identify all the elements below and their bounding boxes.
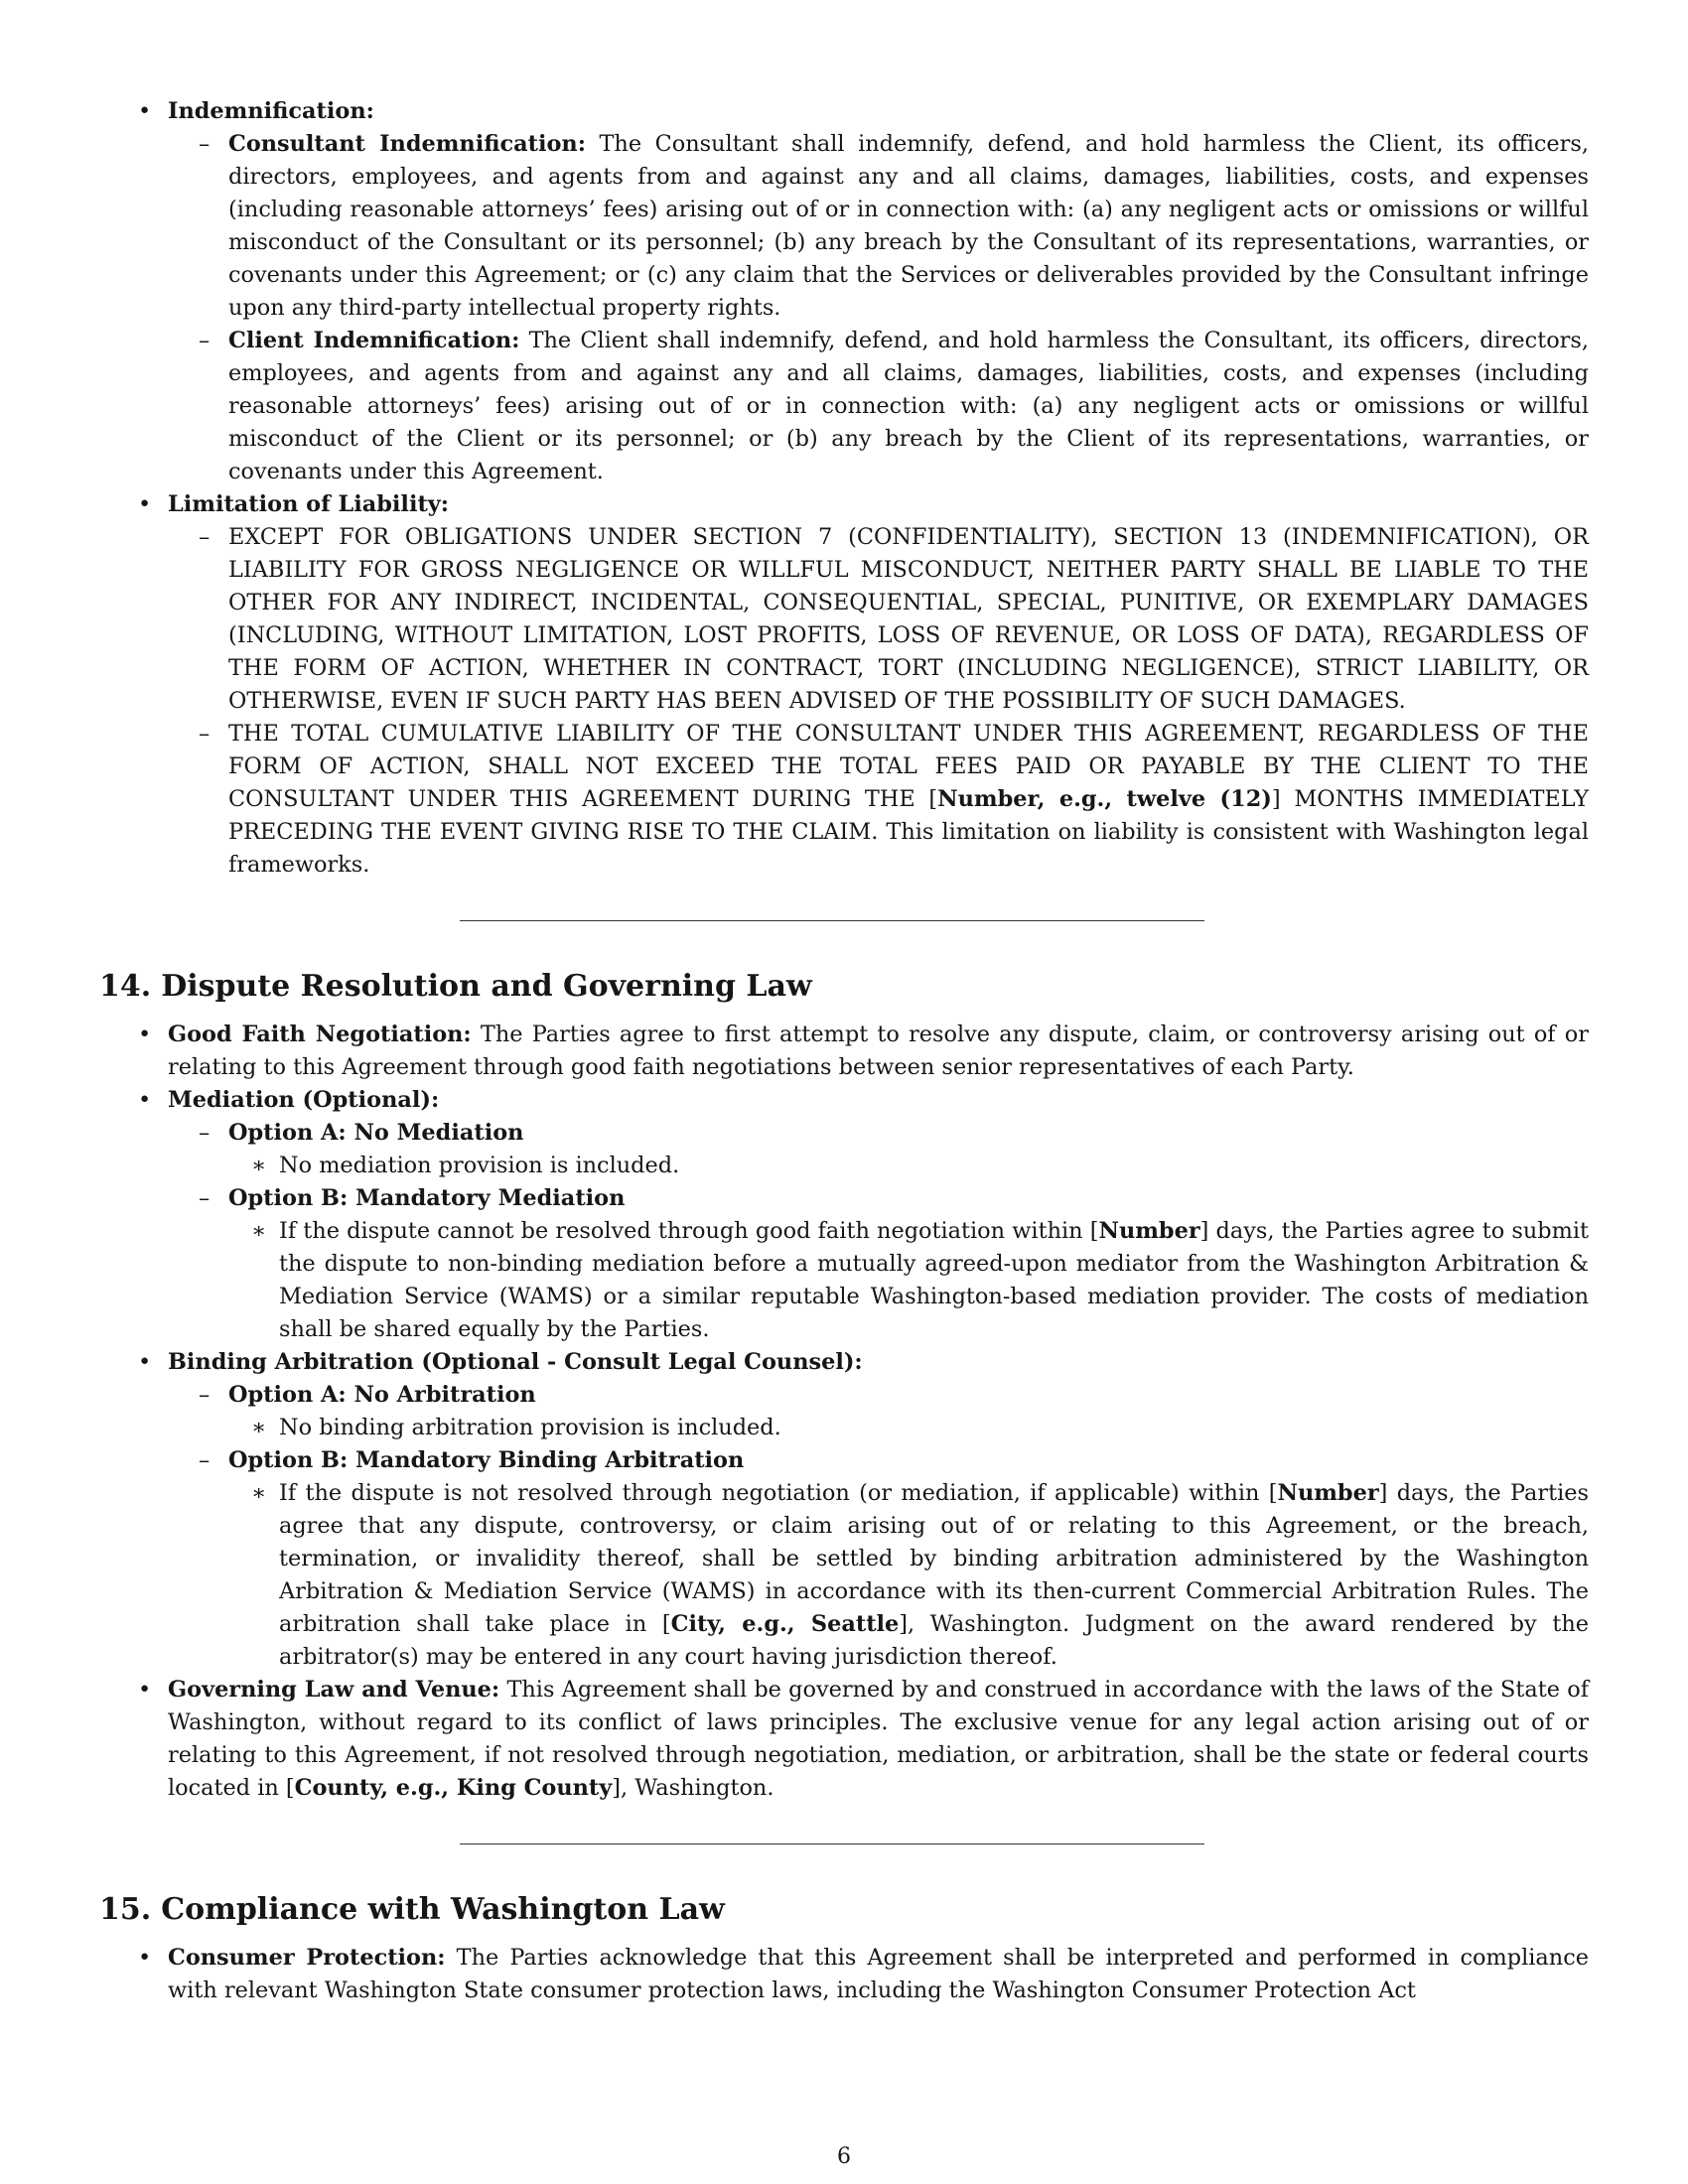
placeholder-term: Number xyxy=(1098,1218,1200,1244)
section-number: 15. xyxy=(99,1892,152,1927)
item-label: Governing Law and Venue: xyxy=(168,1677,500,1703)
list-item-mediation xyxy=(138,1084,1589,1117)
section-divider xyxy=(460,1843,1204,1844)
section-number: 14. xyxy=(99,969,152,1004)
placeholder-term: Number xyxy=(1277,1480,1379,1506)
list-item-indemnification xyxy=(138,95,1589,128)
item-label: Consultant Indemnification: xyxy=(228,131,586,157)
item-text: No binding arbitration provision is included. xyxy=(279,1415,781,1440)
star-marker: ∗ xyxy=(251,1218,267,1244)
star-marker: ∗ xyxy=(251,1480,267,1506)
item-label: Mediation (Optional): xyxy=(168,1087,440,1113)
list-item-mediation-option-a-text xyxy=(251,1150,1589,1182)
bullet-marker: • xyxy=(138,1349,152,1375)
bullet-marker: • xyxy=(138,1945,152,1971)
dash-marker: – xyxy=(199,131,211,157)
item-label: Option B: Mandatory Binding Arbitration xyxy=(228,1447,745,1473)
bullet-marker: • xyxy=(138,98,152,124)
list-item-limitation-cap xyxy=(199,718,1589,882)
list-item-mediation-option-a xyxy=(199,1117,1589,1150)
bullet-marker: • xyxy=(138,1087,152,1113)
star-marker: ∗ xyxy=(251,1415,267,1440)
item-text: The Consultant shall indemnify, defend, and hold harmless the Client, its officers, directors, employees, and agents from and against any and all claims, damages, liabilities, costs, and expenses (including reasonable attorneys’ fees) arising out of or in connection with: (a) any negligent acts or omissions or willful misconduct of the Consultant or its personnel; (b) any breach by the Consultant of its representations, warranties, or covenants under this Agreement; or (c) any claim that the Services or deliverables provided by the Consultant infringe upon any third-party intellectual property rights. xyxy=(228,131,1589,321)
item-label: Good Faith Negotiation: xyxy=(168,1022,472,1047)
section-heading-14 xyxy=(99,967,1589,1007)
star-marker: ∗ xyxy=(251,1153,267,1178)
list-item-arbitration-option-a-text xyxy=(251,1412,1589,1444)
item-label: Client Indemnification: xyxy=(228,328,520,353)
item-label: Option A: No Mediation xyxy=(228,1120,524,1146)
placeholder-term: City, e.g., Seattle xyxy=(670,1611,900,1637)
item-text: ], Washington. xyxy=(612,1775,774,1801)
list-item-governing-law xyxy=(138,1674,1589,1805)
placeholder-term: County, e.g., King County xyxy=(294,1775,613,1801)
list-item-arbitration-option-b xyxy=(199,1444,1589,1477)
dash-marker: – xyxy=(199,1185,211,1211)
dash-marker: – xyxy=(199,1447,211,1473)
dash-marker: – xyxy=(199,328,211,353)
list-item-arbitration-option-a xyxy=(199,1379,1589,1412)
item-text: THE TOTAL CUMULATIVE LIABILITY OF THE CONSULTANT UNDER THIS AGREEMENT, REGARDLESS OF THE FORM OF ACTION, SHALL NOT EXCEED THE TOTAL FEES PAID OR PAYABLE BY THE CLIENT TO THE CONSULTANT UNDER THIS AGREEMENT DURING THE [ xyxy=(228,721,1589,812)
list-item-binding-arbitration xyxy=(138,1346,1589,1379)
item-label: Indemnification: xyxy=(168,98,374,124)
item-text: ] days, the Parties agree to submit the dispute to non-binding mediation before a mutually agreed-upon mediator from the Washington Arbitration & Mediation Service (WAMS) or a similar reputable Washington-based mediation provider. The costs of mediation shall be shared equally by the Parties. xyxy=(279,1218,1589,1342)
item-text: ], Washington. Judgment on the award rendered by the arbitrator(s) may be entered in any court having jurisdiction thereof. xyxy=(279,1611,1589,1670)
dash-marker: – xyxy=(199,721,211,747)
list-item-arbitration-option-b-text xyxy=(251,1477,1589,1674)
list-item-mediation-option-b-text xyxy=(251,1215,1589,1346)
item-text: EXCEPT FOR OBLIGATIONS UNDER SECTION 7 (CONFIDENTIALITY), SECTION 13 (INDEMNIFICATION), OR LIABILITY FOR GROSS NEGLIGENCE OR WILLFUL MISCONDUCT, NEITHER PARTY SHALL BE LIABLE TO THE OTHER FOR ANY INDIRECT, INCIDENTAL, CONSEQUENTIAL, SPECIAL, PUNITIVE, OR EXEMPLARY DAMAGES (INCLUDING, WITHOUT LIMITATION, LOST PROFITS, LOSS OF REVENUE, OR LOSS OF DATA), REGARDLESS OF THE FORM OF ACTION, WHETHER IN CONTRACT, TORT (INCLUDING NEGLIGENCE), STRICT LIABILITY, OR OTHERWISE, EVEN IF SUCH PARTY HAS BEEN ADVISED OF THE POSSIBILITY OF SUCH DAMAGES. xyxy=(228,524,1589,714)
item-text: ] MONTHS IMMEDIATELY PRECEDING THE EVENT GIVING RISE TO THE CLAIM. This limitation on liability is consistent with Washington legal frameworks. xyxy=(228,786,1589,878)
list-item-limitation-of-liability xyxy=(138,488,1589,521)
section-title: Compliance with Washington Law xyxy=(161,1892,725,1927)
item-text: The Client shall indemnify, defend, and hold harmless the Consultant, its officers, directors, employees, and agents from and against any and all claims, damages, liabilities, costs, and expenses (including reasonable attorneys’ fees) arising out of or in connection with: (a) any negligent acts or omissions or willful misconduct of the Client or its personnel; or (b) any breach by the Client of its representations, warranties, or covenants under this Agreement. xyxy=(228,328,1589,484)
item-label: Option B: Mandatory Mediation xyxy=(228,1185,626,1211)
item-label: Consumer Protection: xyxy=(168,1945,446,1971)
bullet-marker: • xyxy=(138,1677,152,1703)
list-item-consultant-indemnification xyxy=(199,128,1589,325)
bullet-marker: • xyxy=(138,491,152,517)
section-title: Dispute Resolution and Governing Law xyxy=(161,969,812,1004)
section-heading-15 xyxy=(99,1890,1589,1930)
bullet-marker: • xyxy=(138,1022,152,1047)
page-number: 6 xyxy=(837,2144,851,2169)
item-text: If the dispute cannot be resolved through good faith negotiation within [ xyxy=(279,1218,1099,1244)
item-label: Option A: No Arbitration xyxy=(228,1382,536,1408)
dash-marker: – xyxy=(199,524,211,550)
dash-marker: – xyxy=(199,1120,211,1146)
placeholder-term: Number, e.g., twelve (12) xyxy=(937,786,1272,812)
list-item-mediation-option-b xyxy=(199,1182,1589,1215)
item-label: Binding Arbitration (Optional - Consult Legal Counsel): xyxy=(168,1349,863,1375)
item-text: This Agreement shall be governed by and construed in accordance with the laws of the State of Washington, without regard to its conflict of laws principles. The exclusive venue for any legal action arising out of or relating to this Agreement, if not resolved through negotiation, mediation, or arbitration, shall be the state or federal courts located in [ xyxy=(168,1677,1589,1801)
item-text: If the dispute is not resolved through negotiation (or mediation, if applicable) within [ xyxy=(279,1480,1278,1506)
list-item-consumer-protection xyxy=(138,1942,1589,2007)
item-text: No mediation provision is included. xyxy=(279,1153,680,1178)
dash-marker: – xyxy=(199,1382,211,1408)
list-item-client-indemnification xyxy=(199,325,1589,488)
list-item-limitation-exclusion xyxy=(199,521,1589,718)
document-page xyxy=(99,95,1589,2007)
item-text: The Parties agree to first attempt to resolve any dispute, claim, or controversy arising out of or relating to this Agreement through good faith negotiations between senior representatives of each Party. xyxy=(168,1022,1589,1080)
item-text: ] days, the Parties agree that any dispute, controversy, or claim arising out of or relating to this Agreement, or the breach, termination, or invalidity thereof, shall be settled by binding arbitration administered by the Washington Arbitration & Mediation Service (WAMS) in accordance with its then-current Commercial Arbitration Rules. The arbitration shall take place in [ xyxy=(279,1480,1589,1637)
item-text: The Parties acknowledge that this Agreement shall be interpreted and performed in compliance with relevant Washington State consumer protection laws, including the Washington Consumer Protection Act xyxy=(168,1945,1589,2003)
item-label: Limitation of Liability: xyxy=(168,491,450,517)
list-item-good-faith-negotiation xyxy=(138,1019,1589,1084)
section-divider xyxy=(460,920,1204,921)
